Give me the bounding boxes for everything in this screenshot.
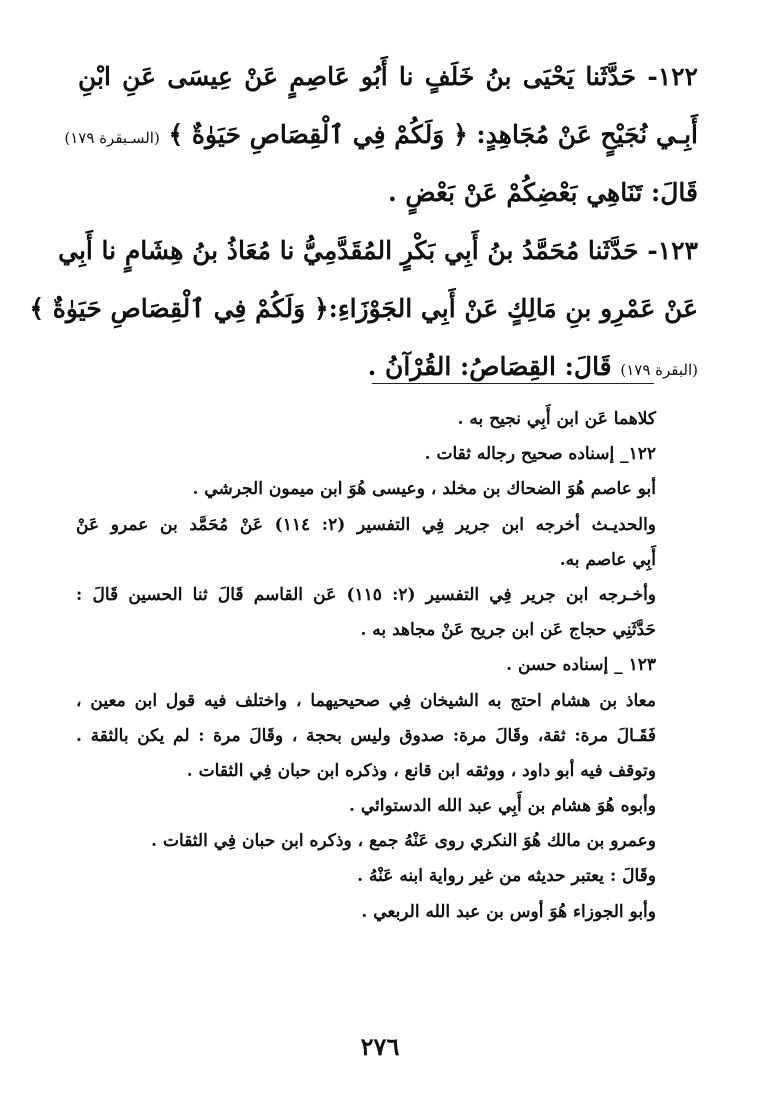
footnote-line: كلاهما عَن ابن أَبِي نجيح به . [457,409,656,429]
footnote-line: أبو عاصم هُوَ الضحاك بن مخلد ، وعيسى هُوَ ابن ميمون الجرشي . [192,479,656,500]
footnote-line: وأخـرجه ابن جرير فِي التفسير (٢: ١١٥) عَن القاسم قَالَ ثنا الحسين قَالَ : [76,584,657,605]
hadith-122-line-2-text: أَبِـي نُجَيْحٍ عَنْ مُجَاهِدٍ: ﴿ وَلَكُمْ فِي ٱلْقِصَاصِ حَيَوٰةٌ ﴾ [168,120,698,149]
footnote-line: ١٢٢_ إسناده صحيح رجاله ثقات . [424,444,656,465]
hadith-122-line-2 [64,106,698,164]
page-number: ٢٧٦ [360,1032,400,1061]
hadith-123-line-2: عَنْ عَمْرِو بنِ مَالِكٍ عَنْ أَبِي الجَوْزَاءِ:﴿ وَلَكُمْ فِي ٱلْقِصَاصِ حَيَوٰةٌ ﴾ [29,294,698,323]
footnotes [76,402,656,930]
footnote-line: وعمرو بن مالك هُوَ النكري روى عَنْهُ جمع ، وذكره ابن حبان فِي الثقات . [151,831,656,852]
hadith-text [29,48,698,396]
hadith-123-line-3-text: قَالَ: القِصَاصُ: القُرْآنُ . [367,352,612,381]
footnote-line: أَبِي عاصم به. [559,549,656,570]
hadith-122-line-1: ١٢٢- حَدَّثَنا يَحْيَى بنُ خَلَفٍ نا أَبُو عَاصِمٍ عَنْ عِيسَى عَنِ ابْنِ [78,62,698,91]
quran-reference: (البقرة ١٧٩) [620,361,698,379]
footnote-line: معاذ بن هشام احتج به الشيخان فِي صحيحيهما ، واختلف فيه قول ابن معين ، [76,690,656,711]
footnote-line: فَقَـالَ مرة: ثقة، وقَالَ مرة: صدوق وليس بحجة ، وقَالَ مرة : لم يكن بالثقة . [76,725,656,746]
quran-reference: (السـبقرة ١٧٩) [64,129,160,147]
footnote-line: والحديـث أخرجه ابن جرير فِي التفسير (٢: ١١٤) عَنْ مُحَمَّد بن عمرو عَنْ [76,514,657,535]
hadith-122-line-3: قَالَ: تَنَاهِي بَعْضِكُمْ عَنْ بَعْضٍ . [387,178,698,207]
footnote-line: وتوقف فيه أبو داود ، ووثقه ابن قانع ، وذكره ابن حبان فِي الثقات . [186,760,656,781]
footnote-line: حَدَّثَنِي حجاج عَن ابن جريح عَنْ مجاهد به . [360,620,656,641]
footnote-line: ١٢٣ _ إسناده حسن . [506,655,656,676]
footnote-line: وقَالَ : يعتبر حديثه من غير رواية ابنه عَنْهُ . [357,866,656,887]
hadith-123-line-3 [78,338,698,396]
footnote-separator [372,383,654,384]
hadith-123-line-1: ١٢٣- حَدَّثَنا مُحَمَّدُ بنُ أَبِي بَكْرٍ المُقَدَّمِيُّ نا مُعَاذُ بنُ هِشَامٍ نا أَبِي [58,236,698,265]
footnote-line: وأبو الجوزاء هُوَ أوس بن عبد الله الربعي . [361,901,656,922]
footnote-line: وأبوه هُوَ هشام بن أَبِي عبد الله الدستوائي . [349,796,656,817]
